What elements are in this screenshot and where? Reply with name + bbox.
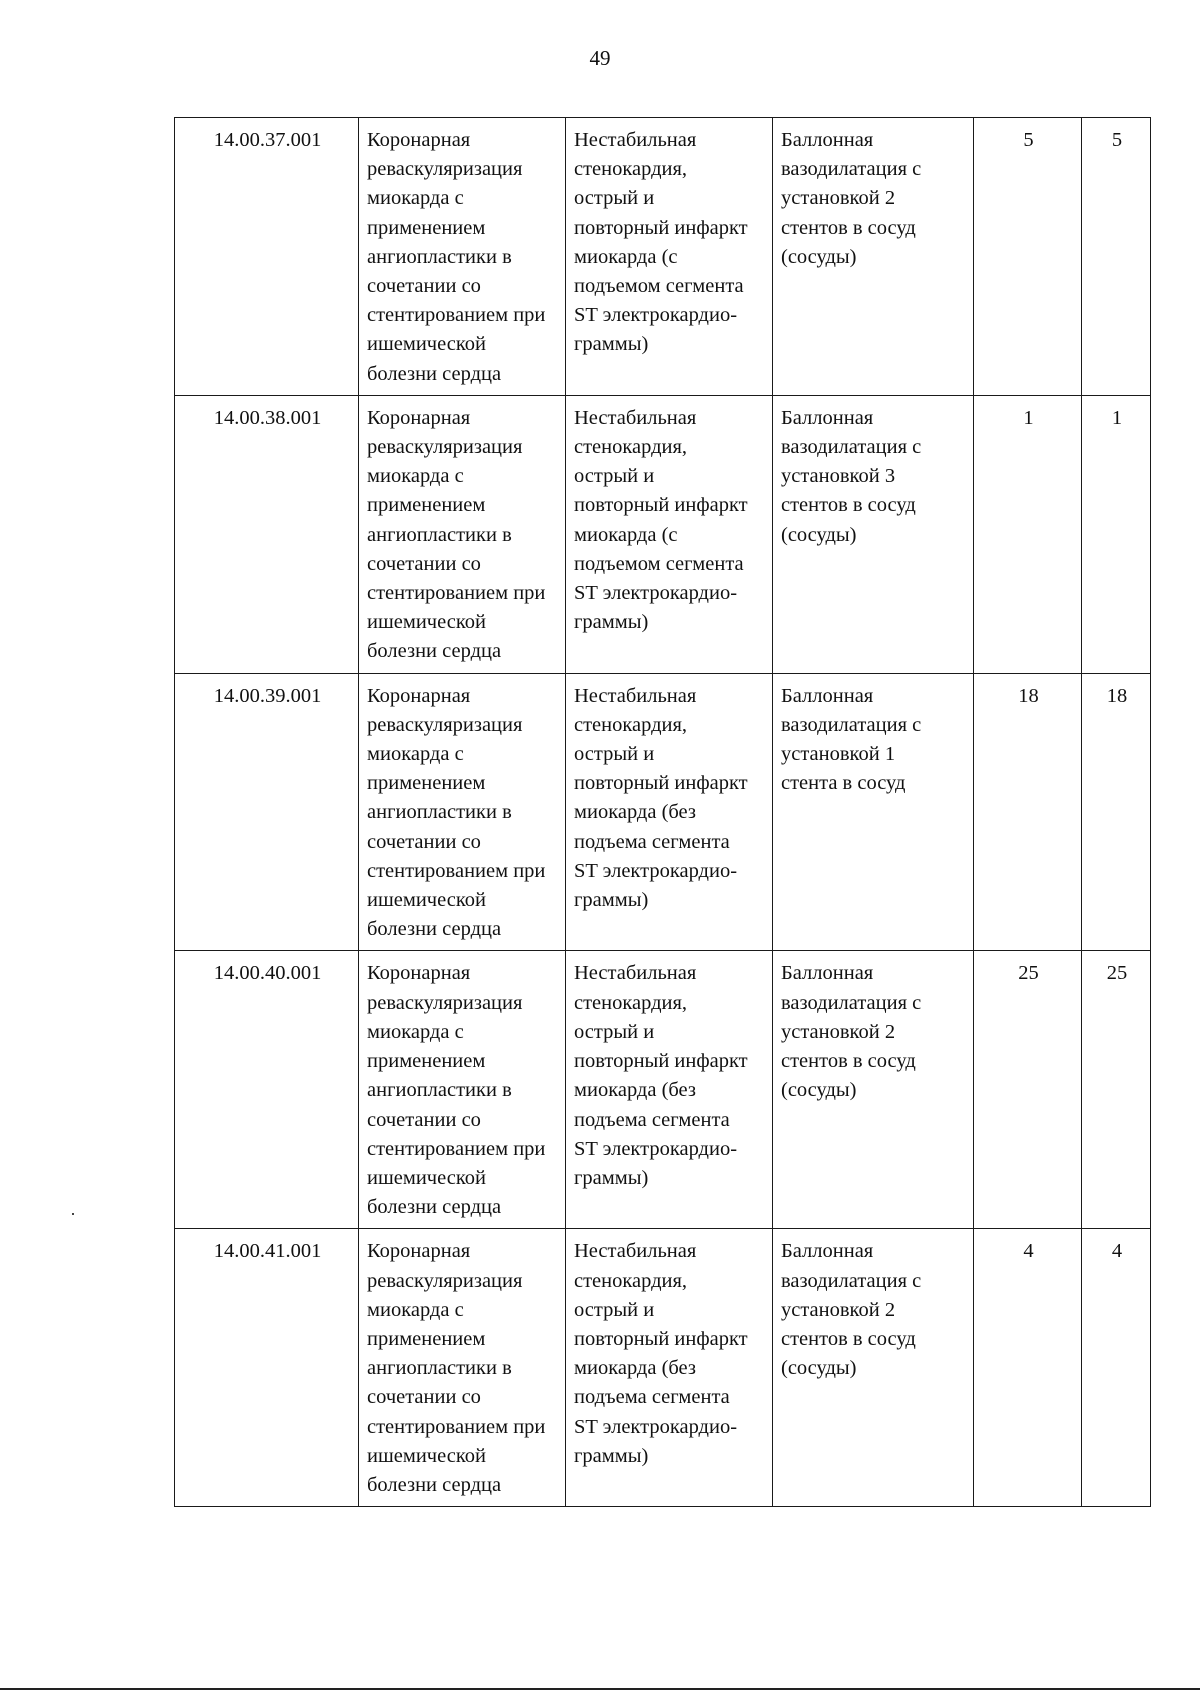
procedure-code: 14.00.40.001 [213,962,322,985]
procedure-code: 14.00.38.001 [213,406,322,429]
diagnosis-cell [566,673,773,951]
diagnosis-cell [566,1229,773,1507]
value-2: 5 [1111,129,1123,151]
procedure-name: Коронарная реваскуляризация миокарда с применением ангиопластики в сочетании со стентированием при ишемической болезни сердца [367,406,546,663]
value1-cell [974,118,1082,396]
procedure-name-cell [359,118,566,396]
method-cell [773,118,974,396]
procedure-code-cell [175,951,359,1229]
value-1: 5 [1023,129,1034,151]
method-cell [773,673,974,951]
scan-speck [72,1213,74,1215]
procedure-name: Коронарная реваскуляризация миокарда с применением ангиопластики в сочетании со стентированием при ишемической болезни сердца [367,1240,546,1496]
procedures-table [174,117,1151,1507]
procedure-name: Коронарная реваскуляризация миокарда с применением ангиопластики в сочетании со стентированием при ишемической болезни сердца [367,129,546,385]
procedure-name-cell [359,395,566,673]
diagnosis-cell [566,951,773,1229]
table-row [175,118,1151,396]
value1-cell [974,673,1082,951]
diagnosis: Нестабильная стенокардия, острый и повторный инфаркт миокарда (без подъема сегмента ST электрокардио- граммы) [574,1240,748,1467]
value2-cell [1082,395,1151,673]
value2-cell [1082,1229,1151,1507]
page-bottom-rule [0,1688,1200,1690]
table-row [175,1229,1151,1507]
value1-cell [974,1229,1082,1507]
procedure-code: 14.00.37.001 [213,129,322,151]
procedure-name-cell [359,1229,566,1507]
procedure-code-cell [175,395,359,673]
treatment-method: Баллонная вазодилатация с установкой 2 стентов в сосуд (сосуды) [781,962,922,1102]
diagnosis: Нестабильная стенокардия, острый и повторный инфаркт миокарда (с подъемом сегмента ST электрокардио- граммы) [574,129,748,356]
procedure-name-cell [359,951,566,1229]
value-2: 18 [1106,684,1128,707]
treatment-method: Баллонная вазодилатация с установкой 3 стентов в сосуд (сосуды) [781,406,922,546]
method-cell [773,1229,974,1507]
diagnosis: Нестабильная стенокардия, острый и повторный инфаркт миокарда (без подъема сегмента ST электрокардио- граммы) [574,962,748,1189]
table-row [175,395,1151,673]
value1-cell [974,951,1082,1229]
value-2: 25 [1106,962,1128,985]
treatment-method: Баллонная вазодилатация с установкой 1 стента в сосуд [781,684,922,795]
treatment-method: Баллонная вазодилатация с установкой 2 стентов в сосуд (сосуды) [781,1240,922,1380]
procedure-code-cell [175,118,359,396]
method-cell [773,951,974,1229]
diagnosis-cell [566,395,773,673]
table-row [175,673,1151,951]
procedure-code-cell [175,673,359,951]
value2-cell [1082,673,1151,951]
value-1: 25 [1018,962,1039,985]
value-2: 4 [1111,1240,1123,1263]
value-1: 1 [1023,406,1034,429]
procedure-code-cell [175,1229,359,1507]
value-2: 1 [1111,406,1123,429]
diagnosis-cell [566,118,773,396]
procedure-code: 14.00.41.001 [213,1240,322,1263]
method-cell [773,395,974,673]
table-row [175,951,1151,1229]
value-1: 4 [1023,1240,1034,1263]
value2-cell [1082,951,1151,1229]
treatment-method: Баллонная вазодилатация с установкой 2 стентов в сосуд (сосуды) [781,129,922,268]
diagnosis: Нестабильная стенокардия, острый и повторный инфаркт миокарда (без подъема сегмента ST электрокардио- граммы) [574,684,748,912]
procedure-name-cell [359,673,566,951]
value-1: 18 [1018,684,1039,707]
diagnosis: Нестабильная стенокардия, острый и повторный инфаркт миокарда (с подъемом сегмента ST электрокардио- граммы) [574,406,748,634]
value2-cell [1082,118,1151,396]
page-number: 49 [589,46,611,70]
procedure-name: Коронарная реваскуляризация миокарда с применением ангиопластики в сочетании со стентированием при ишемической болезни сердца [367,684,546,941]
procedure-name: Коронарная реваскуляризация миокарда с применением ангиопластики в сочетании со стентированием при ишемической болезни сердца [367,962,546,1219]
value1-cell [974,395,1082,673]
procedure-code: 14.00.39.001 [213,684,322,707]
